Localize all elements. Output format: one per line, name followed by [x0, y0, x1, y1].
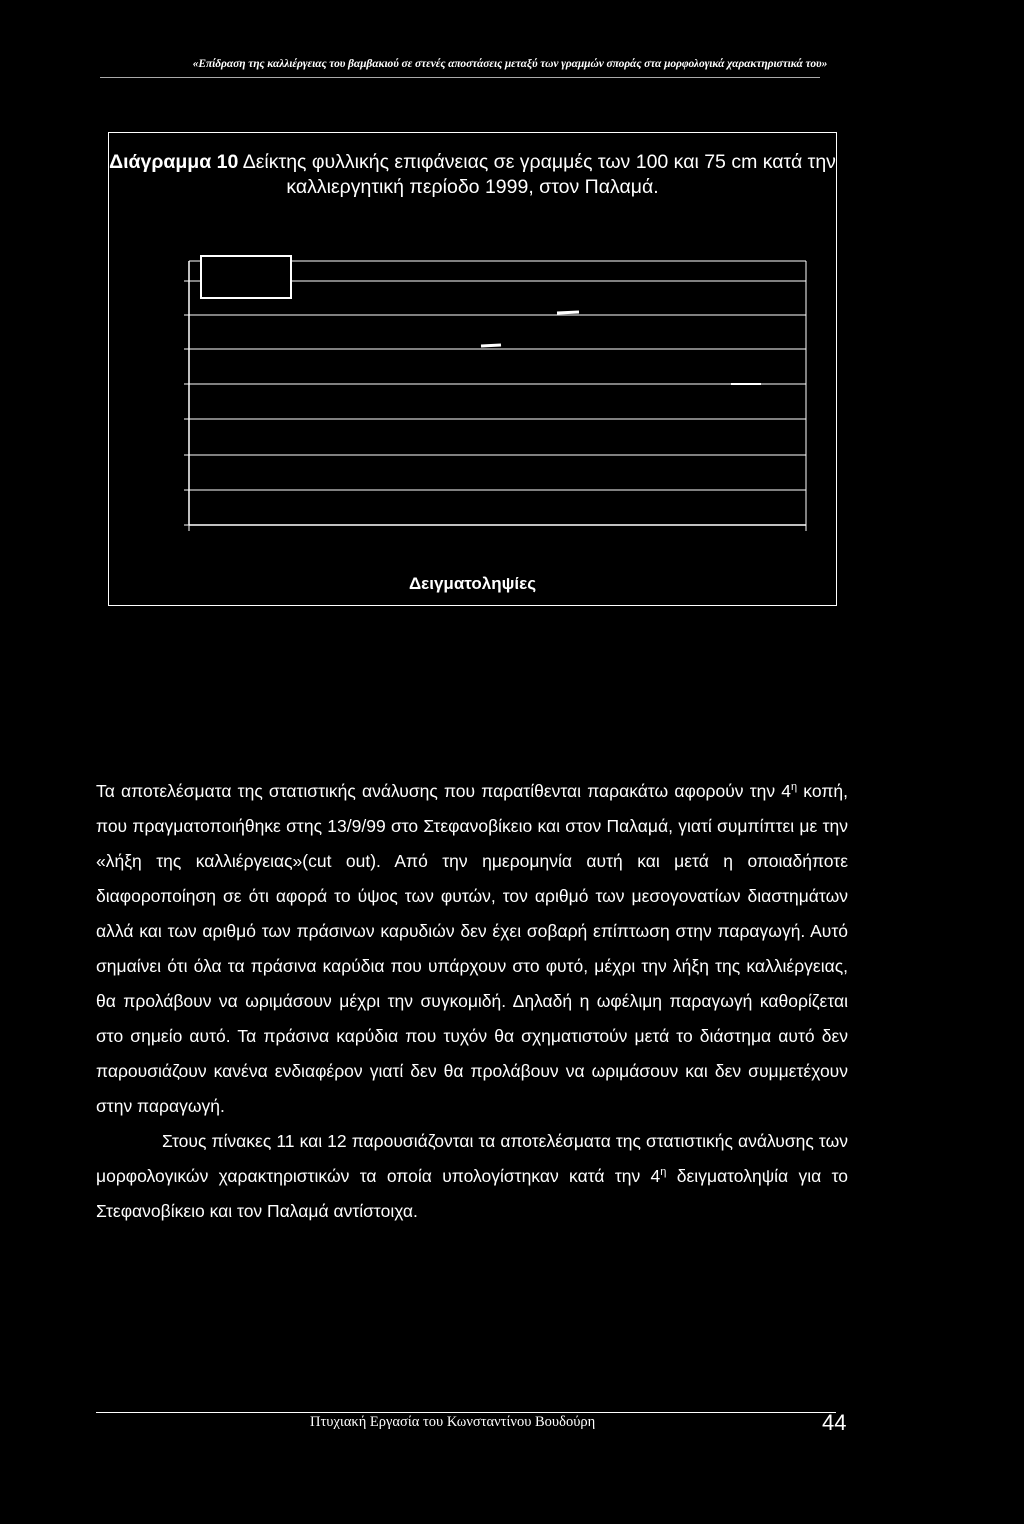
- body-text: [96, 774, 848, 1229]
- header-rule: [100, 77, 820, 78]
- running-header: «Επίδραση της καλλιέργειας του βαμβακιού σε στενές αποστάσεις μεταξύ των γραμμών σποράς στα μορφολογικά χαρακτηριστικά του»: [192, 58, 828, 70]
- p2-text-b: δειγματοληψία για το Στεφανοβίκειο και τον Παλαμά αντίστοιχα.: [96, 1166, 848, 1221]
- p1-text-a: Τα αποτελέσματα της στατιστικής ανάλυσης που παρατίθενται παρακάτω αφορούν την 4: [96, 781, 792, 801]
- chart-plot: [109, 133, 838, 607]
- p1-ordinal: η: [791, 781, 798, 794]
- figure-title-text: Δείκτης φυλλικής επιφάνειας σε γραμμές των 100 και 75 cm κατά την καλλιεργητική περίοδο 1999, στον Παλαμά.: [242, 151, 836, 198]
- page-number: 44: [822, 1410, 847, 1435]
- p2-text-a: Στους πίνακες 11 και 12 παρουσιάζονται τα αποτελέσματα της στατιστικής ανάλυσης των μορφολογικών χαρακτηριστικών τα οποία υπολογίστηκαν κατά την 4: [96, 1131, 848, 1186]
- p2-ordinal: η: [660, 1166, 667, 1179]
- p1-text-b: κοπή, που πραγματοποιήθηκε στης 13/9/99 στο Στεφανοβίκειο και στον Παλαμά, γιατί συμπίπτει με την «λήξη της καλλιέργειας»(cut out). Από την ημερομηνία αυτή και μετά η οποιαδήποτε διαφοροποίηση σε ότι αφορά το ύψος των φυτών, τον αριθμό των μεσογονατίων διαστημάτων αλλά και των αριθμό των πράσινων καρυδιών δεν έχει σοβαρή επίπτωση στην παραγωγή. Αυτό σημαίνει ότι όλα τα πράσινα καρύδια που υπάρχουν στο φυτό, μέχρι την λήξη της καλλιέργειας, θα προλάβουν να ωριμάσουν μέχρι την συγκομιδή. Δηλαδή η ωφέλιμη παραγωγή καθορίζεται στο σημείο αυτό. Τα πράσινα καρύδια που τυχόν θα σχηματιστούν μετά το διάστημα αυτό δεν παρουσιάζουν κανένα ενδιαφέρον γιατί δεν θα προλάβουν να ωριμάσουν και δεν συμμετέχουν στην παραγωγή.: [96, 781, 848, 1116]
- x-axis-label: Δειγματοληψίες: [408, 574, 537, 593]
- legend-box: [201, 256, 291, 298]
- series-line-fragment: [481, 345, 501, 346]
- series-line-fragment: [557, 312, 579, 313]
- figure-box: [108, 132, 837, 606]
- footer-rule: [96, 1412, 836, 1413]
- paragraph-2: [96, 1124, 848, 1229]
- paragraph-1: [96, 774, 848, 1124]
- figure-label: Διάγραμμα 10: [109, 151, 239, 173]
- plot-area: [184, 261, 806, 531]
- footer-text: Πτυχιακή Εργασία του Κωνσταντίνου Βουδούρη: [310, 1414, 596, 1430]
